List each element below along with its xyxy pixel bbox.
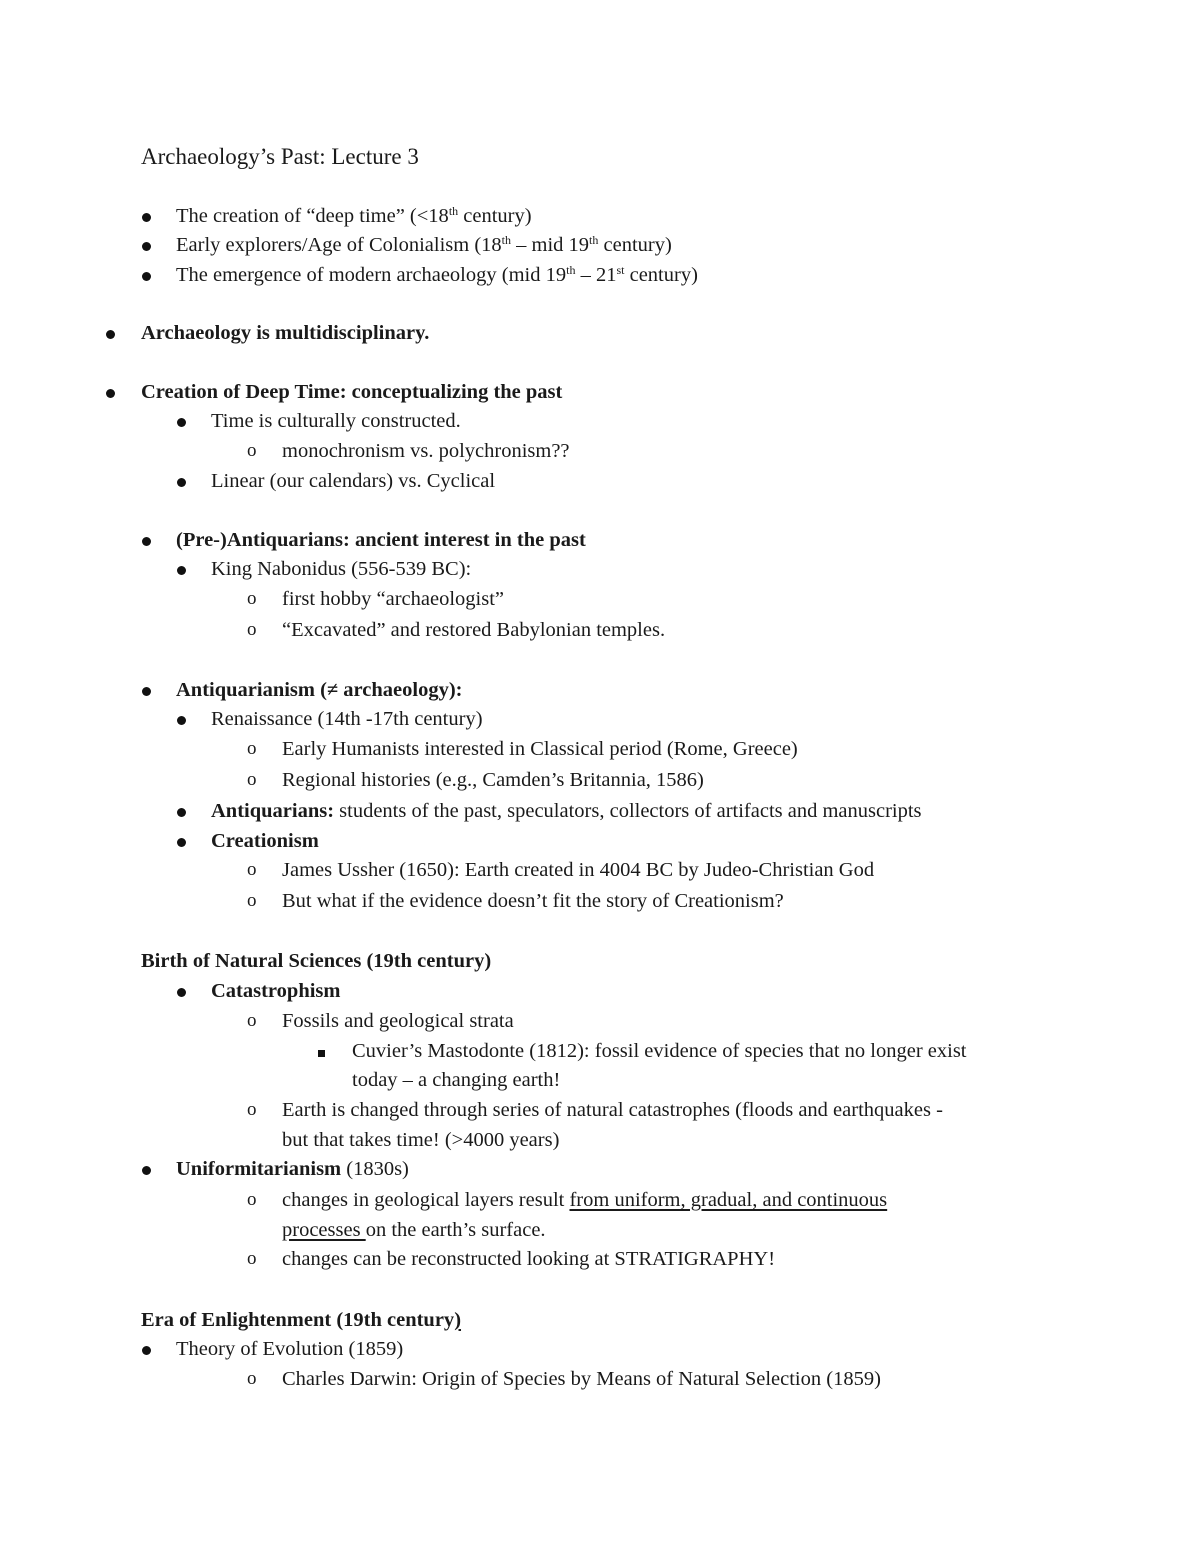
circle-bullet-icon: o <box>247 769 257 790</box>
overview-item-2: Early explorers/Age of Colonialism (18th – mid 19th century) <box>176 233 672 256</box>
bullet-icon <box>177 556 186 582</box>
list-item: James Ussher (1650): Earth created in 4004 BC by Judeo-Christian God <box>282 859 875 881</box>
circle-bullet-icon: o <box>247 890 257 911</box>
list-item: changes can be reconstructed looking at STRATIGRAPHY! <box>282 1248 776 1270</box>
list-item: Time is culturally constructed. <box>211 410 461 432</box>
list-item: King Nabonidus (556-539 BC): <box>211 558 472 580</box>
list-item: Early Humanists interested in Classical period (Rome, Greece) <box>282 738 798 760</box>
deep-time-heading: Creation of Deep Time: conceptualizing the past <box>141 381 563 403</box>
circle-bullet-icon: o <box>247 859 257 880</box>
bullet-icon <box>142 1336 151 1362</box>
square-bullet-icon <box>318 1038 325 1064</box>
circle-bullet-icon: o <box>247 738 257 759</box>
list-item: monochronism vs. polychronism?? <box>282 440 570 462</box>
page-title: Archaeology’s Past: Lecture 3 <box>141 144 419 169</box>
list-item: Theory of Evolution (1859) <box>176 1338 404 1360</box>
list-item: “Excavated” and restored Babylonian temples. <box>282 619 666 641</box>
list-item: changes in geological layers result from uniform, gradual, and continuous <box>282 1189 888 1211</box>
bullet-icon <box>142 1156 151 1182</box>
overview-item-3: The emergence of modern archaeology (mid 19th – 21st century) <box>176 263 698 286</box>
bullet-icon <box>177 408 186 434</box>
circle-bullet-icon: o <box>247 1368 257 1389</box>
overview-item-1: The creation of “deep time” (<18th century) <box>176 204 532 227</box>
list-item: Fossils and geological strata <box>282 1010 514 1032</box>
list-item-continuation: today – a changing earth! <box>352 1069 561 1091</box>
bullet-icon <box>142 677 151 703</box>
bullet-icon <box>177 798 186 824</box>
list-item: Charles Darwin: Origin of Species by Means of Natural Selection (1859) <box>282 1368 881 1390</box>
circle-bullet-icon: o <box>247 440 257 461</box>
circle-bullet-icon: o <box>247 588 257 609</box>
bullet-icon <box>142 232 151 258</box>
list-item: Renaissance (14th -17th century) <box>211 708 483 730</box>
circle-bullet-icon: o <box>247 1010 257 1031</box>
enlightenment-heading: Era of Enlightenment (19th century) <box>141 1309 462 1331</box>
circle-bullet-icon: o <box>247 619 257 640</box>
bullet-icon <box>142 527 151 553</box>
antiquarianism-heading: Antiquarianism (≠ archaeology): <box>176 679 463 701</box>
circle-bullet-icon: o <box>247 1099 257 1120</box>
list-item: Cuvier’s Mastodonte (1812): fossil evidence of species that no longer exist <box>352 1040 967 1062</box>
bullet-icon <box>177 828 186 854</box>
pre-antiquarians-heading: (Pre-)Antiquarians: ancient interest in the past <box>176 529 586 551</box>
bullet-icon <box>177 468 186 494</box>
list-item: Uniformitarianism (1830s) <box>176 1158 409 1180</box>
list-item: Antiquarians: students of the past, speculators, collectors of artifacts and manuscripts <box>211 800 922 822</box>
list-item: Catastrophism <box>211 980 341 1002</box>
bullet-icon <box>106 379 115 405</box>
list-item: Regional histories (e.g., Camden’s Britannia, 1586) <box>282 769 704 791</box>
natural-sciences-heading: Birth of Natural Sciences (19th century) <box>141 950 492 972</box>
circle-bullet-icon: o <box>247 1248 257 1269</box>
bullet-icon <box>177 706 186 732</box>
list-item-continuation: but that takes time! (>4000 years) <box>282 1129 560 1151</box>
list-item: Linear (our calendars) vs. Cyclical <box>211 470 496 492</box>
multidisciplinary-heading: Archaeology is multidisciplinary. <box>141 322 430 344</box>
bullet-icon <box>142 262 151 288</box>
list-item: first hobby “archaeologist” <box>282 588 505 610</box>
bullet-icon <box>177 978 186 1004</box>
circle-bullet-icon: o <box>247 1189 257 1210</box>
list-item: Creationism <box>211 830 319 852</box>
list-item-continuation: processes on the earth’s surface. <box>282 1219 546 1241</box>
list-item: But what if the evidence doesn’t fit the story of Creationism? <box>282 890 784 912</box>
list-item: Earth is changed through series of natural catastrophes (floods and earthquakes - <box>282 1099 943 1121</box>
bullet-icon <box>142 203 151 229</box>
bullet-icon <box>106 320 115 346</box>
